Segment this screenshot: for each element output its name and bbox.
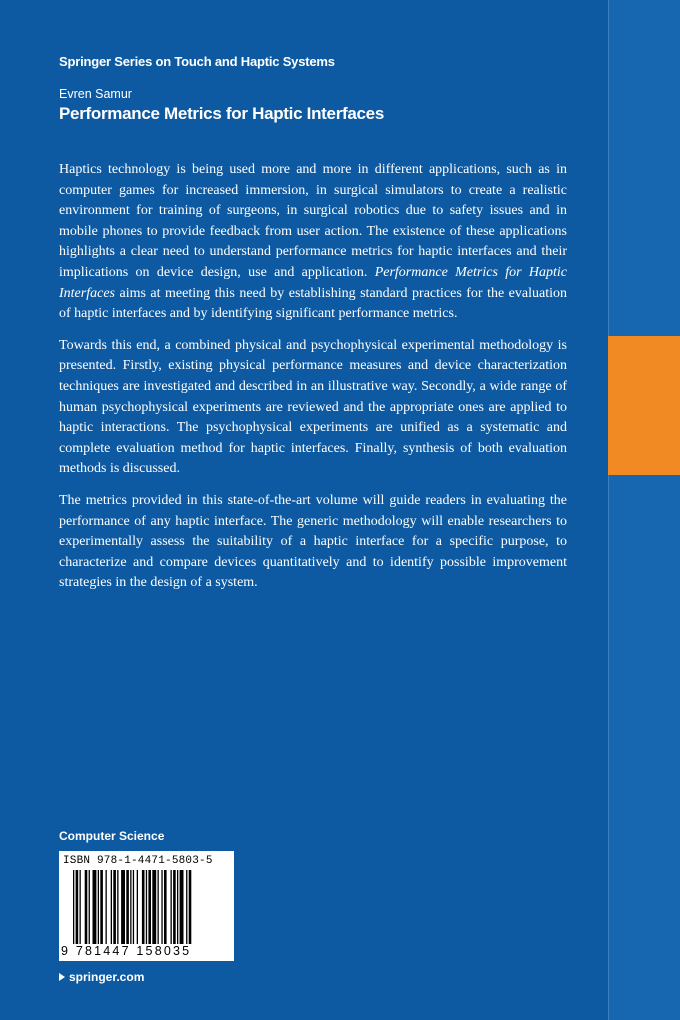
barcode-bar [158, 870, 159, 944]
barcode-bar [146, 870, 147, 944]
blurb-paragraph-1-end: aims at meeting this need by establishing standard practices for the evaluation of haptic interfaces and by identifying significant performance metrics. [59, 285, 567, 322]
barcode-bar [106, 870, 107, 944]
book-title: Performance Metrics for Haptic Interfaces [59, 104, 384, 123]
isbn-text: ISBN 978-1-4471-5803-5 [63, 855, 213, 867]
barcode-bar [137, 870, 138, 944]
barcode-bar [98, 870, 99, 944]
subject-category: Computer Science [59, 829, 165, 843]
blurb-paragraph-1 [59, 160, 567, 325]
barcode-bar [142, 870, 145, 944]
author-name: Evren Samur [59, 87, 132, 101]
blurb-italic-title: Performance Metrics for Haptic Interfaces [59, 264, 567, 301]
barcode-bar [73, 870, 74, 944]
barcode-bar [113, 870, 116, 944]
barcode-bar [133, 870, 134, 944]
barcode-bars [73, 870, 231, 946]
barcode-digits: 9 781447 158035 [61, 944, 192, 958]
barcode-bar [93, 870, 97, 944]
barcode-bar [80, 870, 81, 944]
blurb [59, 160, 567, 605]
publisher-url-text: springer.com [69, 970, 145, 984]
barcode-bar [111, 870, 112, 944]
blurb-paragraph-2: Towards this end, a combined physical and psychophysical experimental methodology is presented. Firstly, existing physical performance measures and device characterization techniques are investigated and described in an illustrative way. Secondly, a wide range of human psychophysical experiments are reviewed and the appropriate ones are applied to haptic interactions. The psychophysical experiments are unified as a systematic and complete evaluation method for haptic interfaces. Finally, synthesis of both evaluation methods is discussed. [59, 337, 567, 477]
barcode-bar [180, 870, 184, 944]
barcode-bar [130, 870, 131, 944]
barcode-bar [117, 870, 118, 944]
spine-strip [608, 0, 680, 1020]
barcode-bar [148, 870, 151, 944]
barcode-bar [186, 870, 187, 944]
barcode-bar [85, 870, 88, 944]
barcode-bar [189, 870, 192, 944]
barcode-bar [76, 870, 79, 944]
barcode-bar [100, 870, 103, 944]
barcode-bar [171, 870, 172, 944]
orange-accent-block [608, 336, 680, 475]
barcode-bar [126, 870, 129, 944]
barcode-bar [164, 870, 167, 944]
barcode-bar [89, 870, 90, 944]
barcode-bar [121, 870, 125, 944]
barcode-bar [161, 870, 162, 944]
barcode-bar [173, 870, 176, 944]
blurb-paragraph-1-text: Haptics technology is being used more and more in different applications, such as in computer games for increased immersion, in surgical simulators to create a realistic environment for training of surgeons, in surgical robotics due to safety issues and in mobile phones to provide feedback from user action. The existence of these applications highlights a clear need to understand performance metrics for haptic interfaces and their implications on device design, use and application. [59, 162, 567, 280]
barcode-bar [177, 870, 178, 944]
barcode [59, 851, 234, 961]
barcode-bar [152, 870, 156, 944]
publisher-url [59, 970, 144, 984]
triangle-right-icon [59, 973, 65, 981]
blurb-paragraph-3: The metrics provided in this state-of-the-art volume will guide readers in evaluating the performance of any haptic interface. The generic methodology will enable researchers to experimentally assess the suitability of a haptic interface for a specific purpose, to characterize and compare devices quantitatively and to identify possible improvement strategies in the design of a system. [59, 492, 567, 591]
series-title: Springer Series on Touch and Haptic Systems [59, 54, 335, 69]
